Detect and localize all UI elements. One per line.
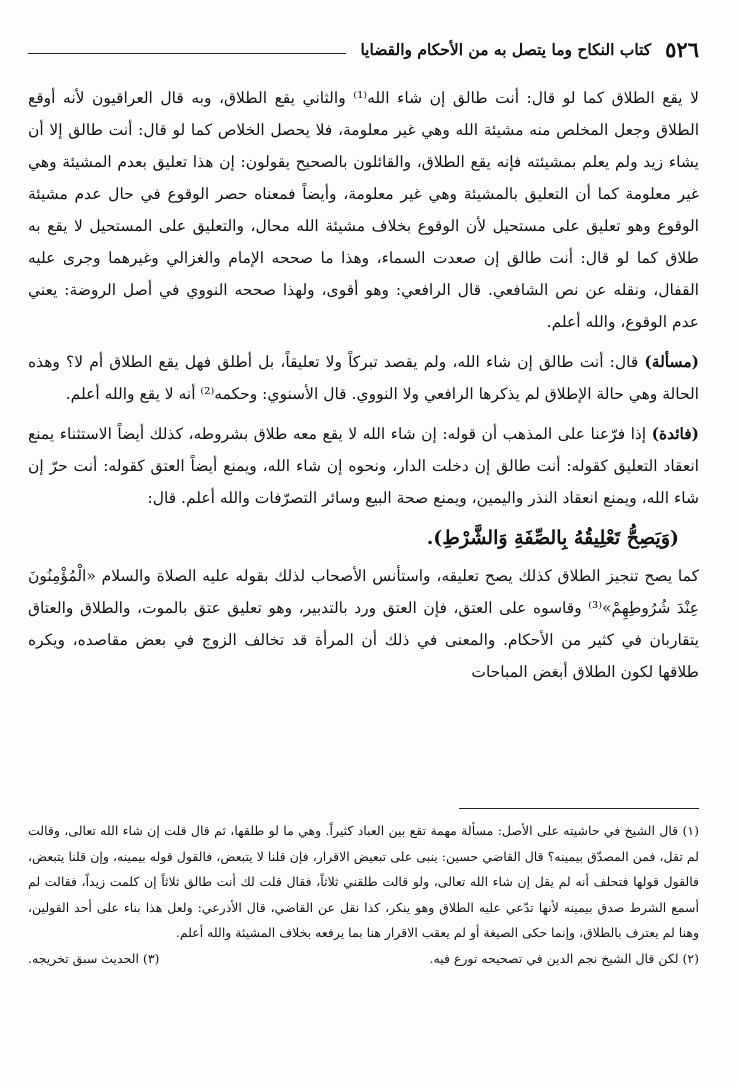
paragraph-1: لا يقع الطلاق كما لو قال: أنت طالق إن شاء الله⁽¹⁾ والثاني يقع الطلاق، وبه قال العراقيون لأنه أوقع الطلاق وجعل المخلص منه مشيئة الله وهي غير معلومة، فلا يحصل الخلاص كما لو قال: أنت طالق إلا أن يشاء زيد ولم يعلم بمشيئته فإنه يقع الطلاق، والقائلون بالصحيح يقولون: إن هذا تعليق بعدم المشيئة وهي غير معلومة كما أن التعليق بالمشيئة وهي غير معلومة، وأيضاً فمعناه حصر الوقوع في حال عدم مشيئة الوقوع وهو تعليق على مستحيل لأن الوقوع بخلاف مشيئة الله محال، والتعليق على المستحيل لا يقع به طلاق كما لو قال: أنت طالق إن صعدت السماء، وهذا ما صححه الإمام والغزالي وغيرهما وجرى عليه القفال، ونقله عن نص الشافعي. قال الرافعي: وهو أقوى، ولهذا صححه النووي في أصل الروضة: يعني عدم الوقوع، والله أعلم. — [28, 89, 699, 331]
paragraph-4: كما يصح تنجيز الطلاق كذلك يصح تعليقه، واستأنس الأصحاب لذلك بقوله عليه الصلاة والسلام «الْمُؤْمِنُونَ عِنْدَ شُرُوطِهِمْ»⁽³⁾ وقاسوه على العتق، فإن العتق ورد بالتدبير، وهو تعليق عتق بالموت، والطلاق والعتاق يتقاربان في كثير من الأحكام. والمعنى في ذلك أن المرأة قد تخالف الزوج في بعض مقاصده، ويكره طلاقها لكون الطلاق أبغض المباحات — [28, 567, 699, 681]
paragraph-3-text: إذا فرّعنا على المذهب أن قوله: إن شاء الله لا يقع معه طلاق بشروطه، كذلك أيضاً الاستثناء يمنع انعقاد التعليق كقوله: أنت طالق إن دخلت الدار، ونحوه إن شاء الله، ويمنع أيضاً العتق كقوله: أنت حرّ إن شاء الله، ويمنع انعقاد النذر واليمين، ويمنع صحة البيع وسائر التصرّفات والله أعلم. قال: — [28, 425, 699, 507]
footnote-rule — [459, 808, 699, 809]
header-rule — [28, 53, 346, 54]
main-text — [28, 82, 699, 696]
header-title: كتاب النكاح وما يتصل به من الأحكام والقضايا — [360, 39, 652, 59]
page-number: ٥٢٦ — [665, 36, 699, 62]
footnote-row — [28, 946, 699, 972]
matn-quote: (وَيَصِحُّ تَعْلِيقُهُ بِالصِّفَةِ وَالشَّرْطِ). — [426, 527, 679, 549]
paragraph-3 — [28, 418, 699, 514]
paragraph-2 — [28, 346, 699, 410]
footnote-1: (١) قال الشيخ في حاشيته على الأصل: مسألة مهمة تقع بين العباد كثيراً. وهي ما لو طلقها، ثم قال قلت إن شاء الله تعالى، وقالت لم تقل، فمن المصدّق بيمينه؟ قال القاضي حسين: ينبى على تبعيض الاقرار، فإن قلنا لا يتبعض، فالقول قوله بيمينه، وإن قلنا يتبعض، فالقول قولها فتحلف أنه لم يقل إن شاء الله تعالى، ولو قالت طلقني ثلاثاً، فقال قلت لك أنت طالق ثلاثاً إن كلمت زيداً، فقالت لم أسمع الشرط صدق بيمينه لأنها تدّعي عليه الطلاق وهو ينكر، كذا نقل عن القاضي، قال الأذرعي: ولعل هذا بناء على أحد القولين، وهنا لم يعترف بالطلاق، وإنما حكى الصيغة أو لم يعقب الاقرار هنا بما يرفعه بخلاف المشيئة والله أعلم. — [28, 823, 699, 940]
faida-heading: (فائدة) — [651, 424, 699, 443]
footnote-3: (٣) الحديث سبق تخريجه. — [28, 950, 160, 966]
paragraph-2-text: قال: أنت طالق إن شاء الله، ولم يقصد تبركاً ولا تعليقاً، بل أطلق فهل يقع الطلاق أم لا؟ وهذه الحالة وهي حالة الإطلاق لم يذكرها الرافعي ولا النووي. قال الأسنوي: وحكمه⁽²⁾ أنه لا يقع والله أعلم. — [28, 353, 699, 403]
running-header — [28, 34, 699, 64]
footnotes — [28, 818, 699, 971]
footnote-2: (٢) لكن قال الشيخ نجم الدين في تصحيحه تورع فيه. — [429, 950, 699, 966]
mas-ala-heading: (مسألة) — [644, 352, 699, 371]
